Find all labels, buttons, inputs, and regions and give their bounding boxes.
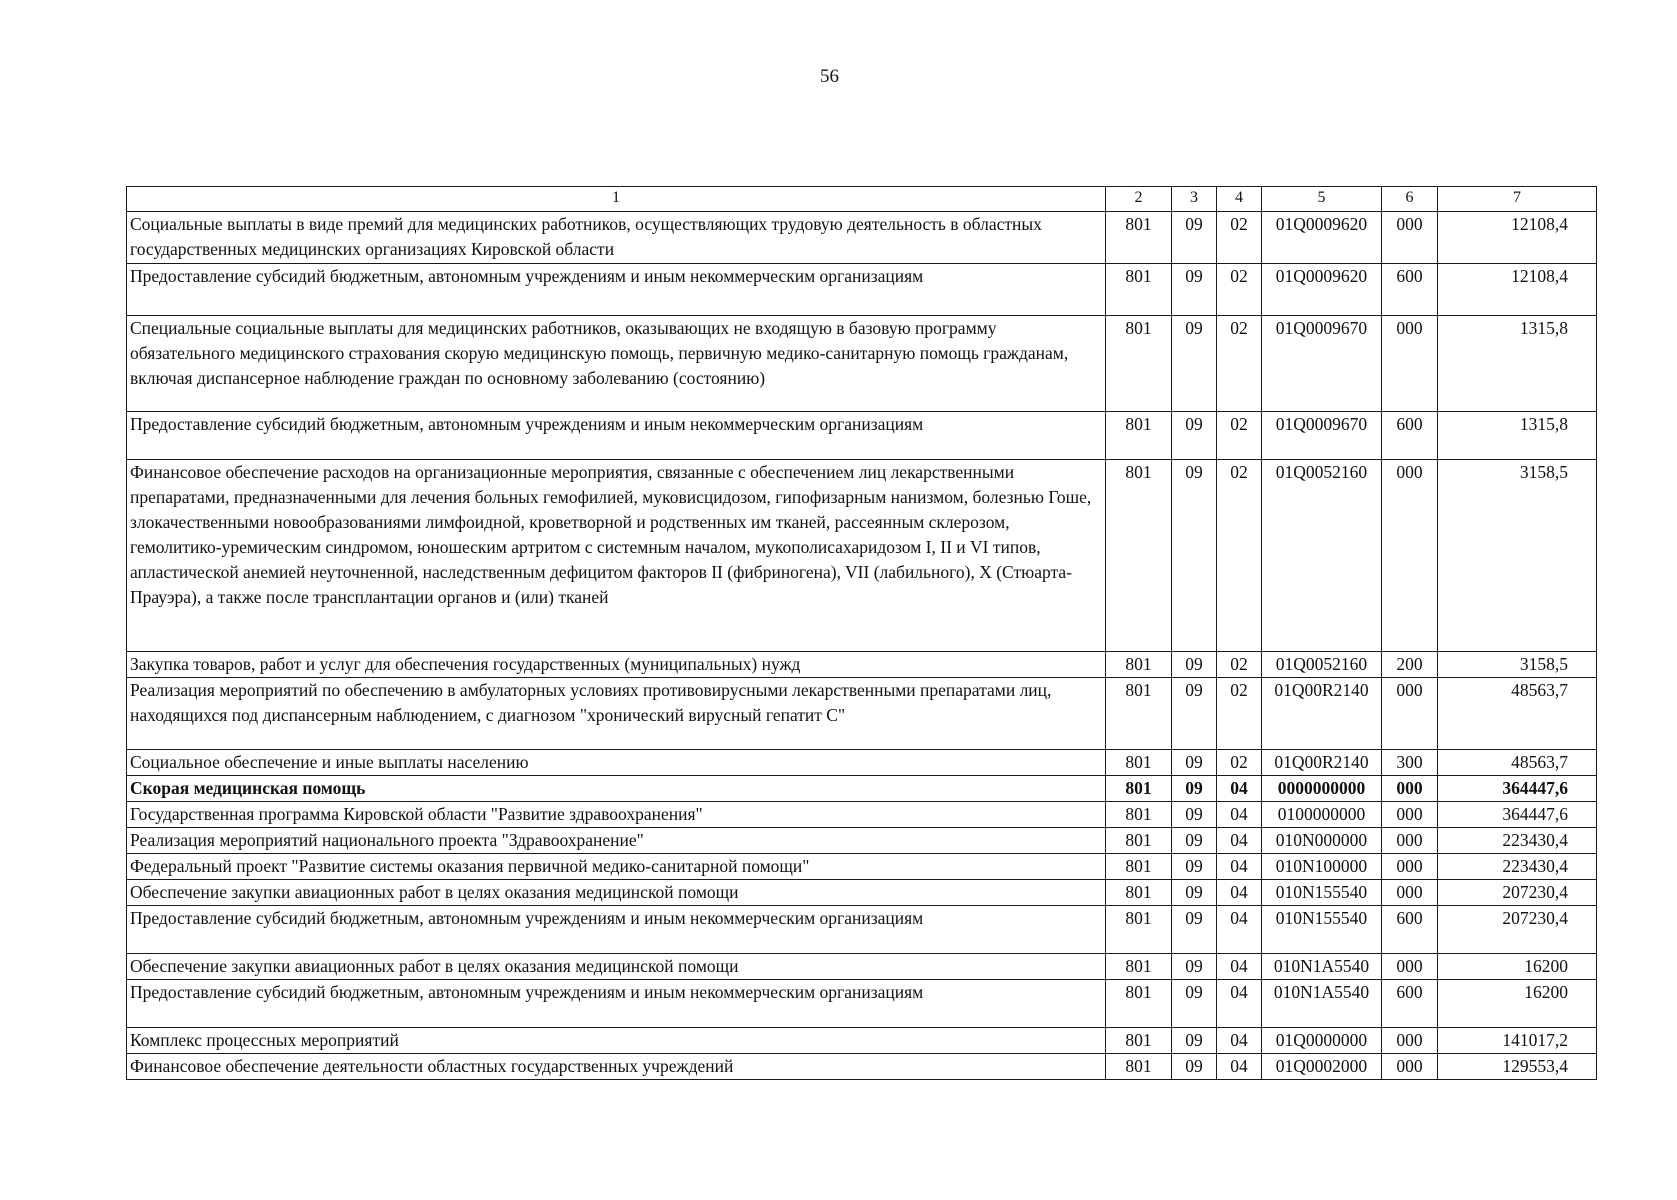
row-amount: 223430,4 [1438,854,1597,880]
column-header-6: 6 [1382,187,1438,212]
row-code-6: 000 [1382,1054,1438,1080]
row-code-6: 000 [1382,880,1438,906]
row-code-3: 09 [1172,652,1217,678]
row-code-5: 01Q0052160 [1262,652,1382,678]
row-amount: 207230,4 [1438,880,1597,906]
row-code-6: 000 [1382,212,1438,264]
table-row [127,954,1597,980]
row-code-6: 600 [1382,412,1438,460]
row-amount: 129553,4 [1438,1054,1597,1080]
row-name: Социальные выплаты в виде премий для медицинских работников, осуществляющих трудовую деятельность в областных государственных медицинских организациях Кировской области [127,212,1106,264]
table-row [127,316,1597,412]
row-code-5: 01Q0009620 [1262,264,1382,316]
row-amount: 141017,2 [1438,1028,1597,1054]
row-name: Социальное обеспечение и иные выплаты населению [127,750,1106,776]
page-number: 56 [820,66,839,87]
row-amount: 48563,7 [1438,678,1597,750]
column-header-4: 4 [1217,187,1262,212]
row-name: Специальные социальные выплаты для медицинских работников, оказывающих не входящую в базовую программу обязательного медицинского страхования скорую медицинскую помощь, первичную медико-санитарную помощь гражданам, включая диспансерное наблюдение граждан по основному заболеванию (состоянию) [127,316,1106,412]
row-amount: 1315,8 [1438,316,1597,412]
row-code-6: 000 [1382,954,1438,980]
row-code-3: 09 [1172,212,1217,264]
row-code-5: 010N155540 [1262,906,1382,954]
table-row [127,1054,1597,1080]
row-amount: 207230,4 [1438,906,1597,954]
table-row [127,750,1597,776]
table-row [127,212,1597,264]
row-code-3: 09 [1172,980,1217,1028]
row-code-4: 04 [1217,1028,1262,1054]
row-code-4: 04 [1217,906,1262,954]
row-code-3: 09 [1172,316,1217,412]
row-code-3: 09 [1172,460,1217,652]
row-amount: 1315,8 [1438,412,1597,460]
column-header-3: 3 [1172,187,1217,212]
row-code-4: 04 [1217,802,1262,828]
row-code-4: 04 [1217,880,1262,906]
row-code-3: 09 [1172,954,1217,980]
row-code-4: 04 [1217,776,1262,802]
row-code-2: 801 [1106,750,1172,776]
row-code-6: 600 [1382,980,1438,1028]
row-code-5: 01Q0000000 [1262,1028,1382,1054]
row-code-6: 000 [1382,460,1438,652]
row-amount: 12108,4 [1438,212,1597,264]
row-amount: 223430,4 [1438,828,1597,854]
row-code-6: 000 [1382,828,1438,854]
row-code-2: 801 [1106,954,1172,980]
budget-table [126,186,1597,1080]
row-code-5: 010N155540 [1262,880,1382,906]
row-code-4: 04 [1217,828,1262,854]
row-code-4: 02 [1217,412,1262,460]
row-code-6: 600 [1382,264,1438,316]
row-code-6: 300 [1382,750,1438,776]
row-code-3: 09 [1172,678,1217,750]
row-code-4: 02 [1217,652,1262,678]
table-row [127,854,1597,880]
row-code-5: 0100000000 [1262,802,1382,828]
row-code-5: 01Q0052160 [1262,460,1382,652]
row-code-5: 010N100000 [1262,854,1382,880]
row-code-3: 09 [1172,1054,1217,1080]
row-code-3: 09 [1172,750,1217,776]
row-code-2: 801 [1106,264,1172,316]
column-header-2: 2 [1106,187,1172,212]
row-code-6: 000 [1382,1028,1438,1054]
row-code-2: 801 [1106,980,1172,1028]
row-code-2: 801 [1106,1028,1172,1054]
row-code-3: 09 [1172,1028,1217,1054]
row-name: Предоставление субсидий бюджетным, автономным учреждениям и иным некоммерческим организациям [127,980,1106,1028]
row-code-2: 801 [1106,316,1172,412]
row-code-5: 01Q0002000 [1262,1054,1382,1080]
row-name: Предоставление субсидий бюджетным, автономным учреждениям и иным некоммерческим организациям [127,412,1106,460]
row-code-3: 09 [1172,880,1217,906]
row-code-4: 02 [1217,264,1262,316]
row-code-5: 0000000000 [1262,776,1382,802]
row-code-5: 01Q0009670 [1262,316,1382,412]
row-code-2: 801 [1106,776,1172,802]
table-row [127,1028,1597,1054]
table-row [127,652,1597,678]
row-code-6: 000 [1382,316,1438,412]
row-amount: 364447,6 [1438,776,1597,802]
row-name: Государственная программа Кировской области "Развитие здравоохранения" [127,802,1106,828]
row-code-4: 02 [1217,212,1262,264]
row-code-5: 010N1A5540 [1262,954,1382,980]
table-row [127,460,1597,652]
row-code-2: 801 [1106,802,1172,828]
row-code-3: 09 [1172,906,1217,954]
table-header-row [127,187,1597,212]
row-code-6: 000 [1382,854,1438,880]
row-code-2: 801 [1106,678,1172,750]
table-row [127,906,1597,954]
row-code-4: 02 [1217,460,1262,652]
row-amount: 12108,4 [1438,264,1597,316]
row-code-3: 09 [1172,412,1217,460]
row-code-2: 801 [1106,412,1172,460]
row-name: Финансовое обеспечение расходов на организационные мероприятия, связанные с обеспечением лиц лекарственными препаратами, предназначенными для лечения больных гемофилией, муковисцидозом, гипофизарным нанизмом, болезнью Гоше, злокачественными новообразованиями лимфоидной, кроветворной и родственных им тканей, рассеянным склерозом, гемолитико-уремическим синдромом, юношеским артритом с системным началом, мукополисахаридозом I, II и VI типов, апластической анемией неуточненной, наследственным дефицитом факторов II (фибриногена), VII (лабильного), X (Стюарта-Прауэра), а также после трансплантации органов и (или) тканей [127,460,1106,652]
row-code-2: 801 [1106,854,1172,880]
row-code-3: 09 [1172,828,1217,854]
row-name: Реализация мероприятий национального проекта "Здравоохранение" [127,828,1106,854]
table-row [127,880,1597,906]
row-code-4: 04 [1217,954,1262,980]
row-amount: 48563,7 [1438,750,1597,776]
row-code-5: 01Q0009620 [1262,212,1382,264]
row-name: Реализация мероприятий по обеспечению в амбулаторных условиях противовирусными лекарственными препаратами лиц, находящихся под диспансерным наблюдением, с диагнозом "хронический вирусный гепатит С" [127,678,1106,750]
row-name: Предоставление субсидий бюджетным, автономным учреждениям и иным некоммерческим организациям [127,264,1106,316]
column-header-1: 1 [127,187,1106,212]
row-code-3: 09 [1172,776,1217,802]
row-code-3: 09 [1172,264,1217,316]
row-code-5: 01Q0009670 [1262,412,1382,460]
row-code-4: 02 [1217,678,1262,750]
row-code-6: 600 [1382,906,1438,954]
row-amount: 16200 [1438,954,1597,980]
row-code-5: 01Q00R2140 [1262,750,1382,776]
row-code-3: 09 [1172,802,1217,828]
row-code-5: 01Q00R2140 [1262,678,1382,750]
row-name: Обеспечение закупки авиационных работ в целях оказания медицинской помощи [127,954,1106,980]
column-header-7: 7 [1438,187,1597,212]
table-row [127,828,1597,854]
row-code-4: 02 [1217,316,1262,412]
row-code-4: 04 [1217,1054,1262,1080]
row-code-4: 04 [1217,980,1262,1028]
row-code-2: 801 [1106,880,1172,906]
row-code-4: 02 [1217,750,1262,776]
row-name: Обеспечение закупки авиационных работ в целях оказания медицинской помощи [127,880,1106,906]
row-code-2: 801 [1106,828,1172,854]
table-row [127,980,1597,1028]
table-row [127,412,1597,460]
row-code-3: 09 [1172,854,1217,880]
row-code-6: 000 [1382,776,1438,802]
row-code-6: 200 [1382,652,1438,678]
row-name: Финансовое обеспечение деятельности областных государственных учреждений [127,1054,1106,1080]
row-code-2: 801 [1106,212,1172,264]
row-code-2: 801 [1106,1054,1172,1080]
row-code-2: 801 [1106,906,1172,954]
table-body [127,212,1597,1080]
row-name: Закупка товаров, работ и услуг для обеспечения государственных (муниципальных) нужд [127,652,1106,678]
row-code-5: 010N1A5540 [1262,980,1382,1028]
row-code-2: 801 [1106,652,1172,678]
row-amount: 3158,5 [1438,652,1597,678]
table-row [127,802,1597,828]
row-code-5: 010N000000 [1262,828,1382,854]
row-code-6: 000 [1382,802,1438,828]
table-row [127,678,1597,750]
row-amount: 16200 [1438,980,1597,1028]
row-amount: 364447,6 [1438,802,1597,828]
row-name: Федеральный проект "Развитие системы оказания первичной медико-санитарной помощи" [127,854,1106,880]
table-row [127,776,1597,802]
table-row [127,264,1597,316]
row-amount: 3158,5 [1438,460,1597,652]
row-code-2: 801 [1106,460,1172,652]
column-header-5: 5 [1262,187,1382,212]
row-code-4: 04 [1217,854,1262,880]
row-name: Предоставление субсидий бюджетным, автономным учреждениям и иным некоммерческим организациям [127,906,1106,954]
row-code-6: 000 [1382,678,1438,750]
row-name: Комплекс процессных мероприятий [127,1028,1106,1054]
row-name: Скорая медицинская помощь [127,776,1106,802]
